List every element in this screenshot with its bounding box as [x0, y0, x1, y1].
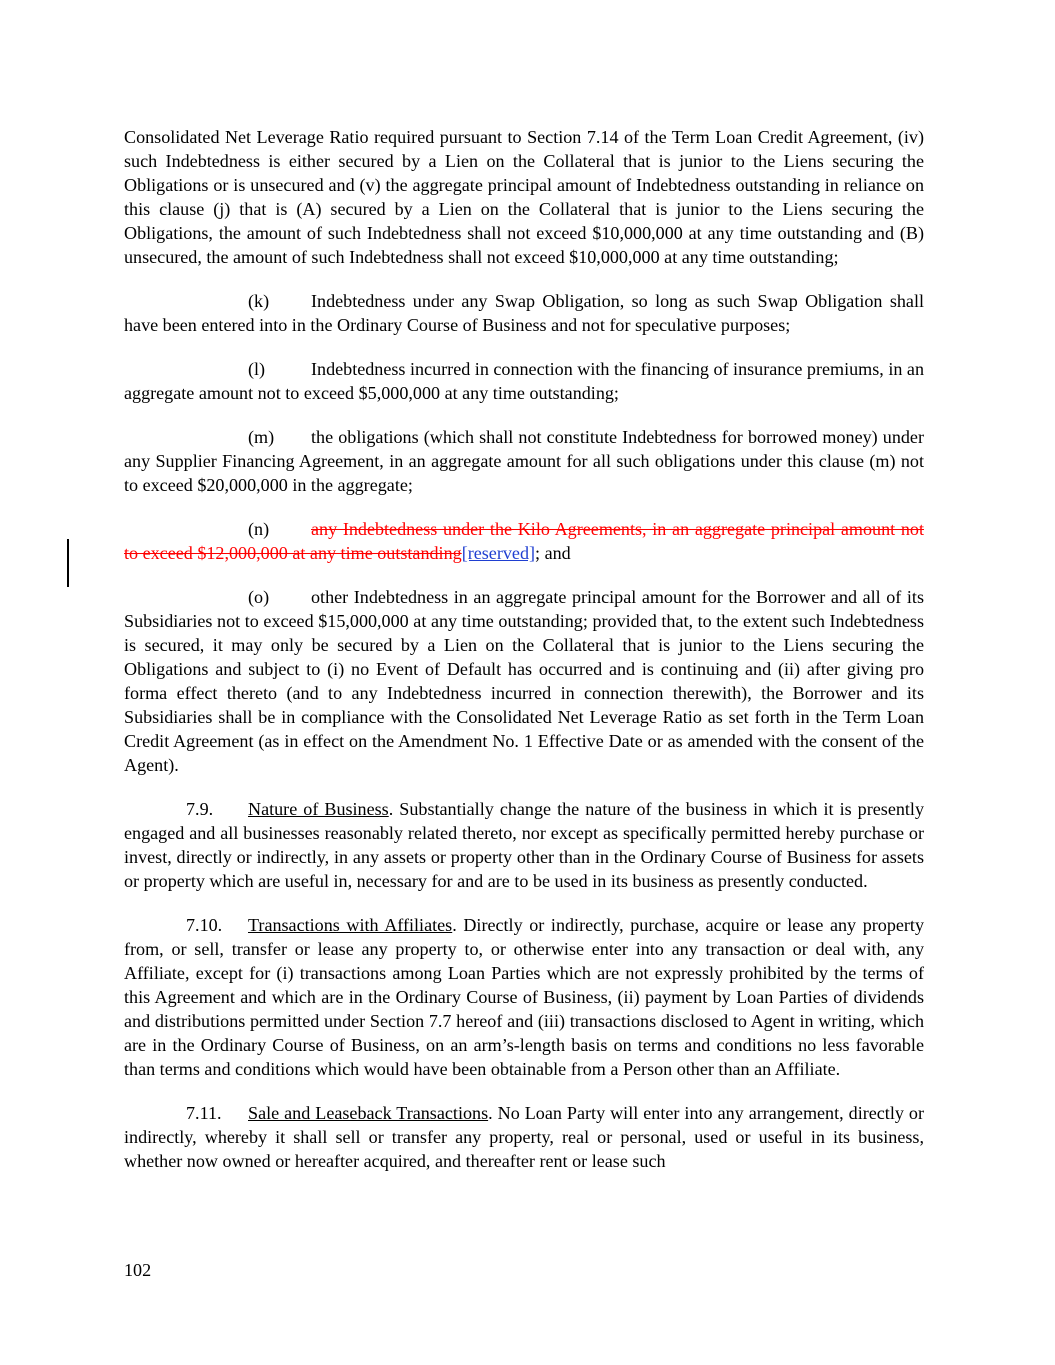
- clause-m-text: the obligations (which shall not constitute Indebtedness for borrowed money) under any Supplier Financing Agreement, in an aggregate amount for all such obligations under this clause (m) not to exceed $20,000,000 in the aggregate;: [124, 427, 924, 495]
- section-7-9-title: Nature of Business: [248, 799, 389, 819]
- clause-o-text: other Indebtedness in an aggregate principal amount for the Borrower and all of its Subsidiaries not to exceed $15,000,000 at any time outstanding; provided that, to the extent such Indebtedness is secured, it may only be secured by a Lien on the Collateral that is junior to the Liens securing the Obligations and subject to (i) no Event of Default has occurred and is continuing and (ii) after giving pro forma effect thereto (and to any Indebtedness incurred in connection therewith), the Borrower and its Subsidiaries shall be in compliance with the Consolidated Net Leverage Ratio as set forth in the Term Loan Credit Agreement (as in effect on the Amendment No. 1 Effective Date or as amended with the consent of the Agent).: [124, 587, 924, 775]
- clause-o-label: (o): [248, 587, 270, 607]
- clause-l-label: (l): [248, 359, 266, 379]
- clause-m-label: (m): [248, 427, 275, 447]
- clause-k: [124, 289, 924, 337]
- clause-m: [124, 425, 924, 497]
- clause-k-text: Indebtedness under any Swap Obligation, so long as such Swap Obligation shall have been entered into in the Ordinary Course of Business and not for speculative purposes;: [124, 291, 924, 335]
- document-body: [124, 125, 924, 1193]
- clause-l: [124, 357, 924, 405]
- clause-l-text: Indebtedness incurred in connection with the financing of insurance premiums, in an aggregate amount not to exceed $5,000,000 at any time outstanding;: [124, 359, 924, 403]
- section-7-10: [124, 913, 924, 1081]
- section-7-10-text: . Directly or indirectly, purchase, acquire or lease any property from, or sell, transfer or lease any property to, or otherwise enter into any transaction or deal with, any Affiliate, except for (i) transactions among Loan Parties which are not expressly prohibited by the terms of this Agreement and which are in the Ordinary Course of Business, (ii) payment by Loan Parties of dividends and distributions permitted under Section 7.7 hereof and (iii) transactions disclosed to Agent in writing, which are in the Ordinary Course of Business, on an arm’s-length basis on terms and conditions no less favorable than terms and conditions which would have been obtainable from a Person other than an Affiliate.: [124, 915, 924, 1079]
- section-7-9-text: . Substantially change the nature of the business in which it is presently engaged and all businesses reasonably related thereto, nor except as specifically permitted hereby purchase or invest, directly or indirectly, in any assets or property other than in the Ordinary Course of Business for assets or property which are useful in, necessary for and are to be used in its business as presently conducted.: [124, 799, 924, 891]
- clause-n: [124, 517, 924, 565]
- clause-n-deleted-text: any Indebtedness under the Kilo Agreements, in an aggregate principal amount not to exceed $12,000,000 at any time outstanding: [124, 519, 924, 563]
- clause-n-inserted-text: [reserved]: [461, 543, 536, 563]
- section-7-10-number: 7.10.: [186, 915, 223, 935]
- clause-k-label: (k): [248, 291, 270, 311]
- clause-n-label: (n): [248, 519, 270, 539]
- clause-n-tail: ; and: [535, 543, 571, 563]
- section-7-11-title: Sale and Leaseback Transactions: [248, 1103, 489, 1123]
- section-7-10-title: Transactions with Affiliates: [248, 915, 453, 935]
- continuation-paragraph: Consolidated Net Leverage Ratio required pursuant to Section 7.14 of the Term Loan Credit Agreement, (iv) such Indebtedness is either secured by a Lien on the Collateral that is junior to the Liens securing the Obligations or is unsecured and (v) the aggregate principal amount of Indebtedness outstanding in reliance on this clause (j) that is (A) secured by a Lien on the Collateral that is junior to the Liens securing the Obligations, the amount of such Indebtedness shall not exceed $10,000,000 at any time outstanding and (B) unsecured, the amount of such Indebtedness shall not exceed $10,000,000 at any time outstanding;: [124, 127, 924, 267]
- section-7-11-text: . No Loan Party will enter into any arrangement, directly or indirectly, whereby it shall sell or transfer any property, real or personal, used or useful in its business, whether now owned or hereafter acquired, and thereafter rent or lease such: [124, 1103, 924, 1171]
- section-7-11-number: 7.11.: [186, 1103, 222, 1123]
- section-7-9: [124, 797, 924, 893]
- page-number: 102: [124, 1260, 152, 1280]
- section-7-11: [124, 1101, 924, 1173]
- clause-o: [124, 585, 924, 777]
- revision-change-bar: [67, 539, 69, 587]
- section-7-9-number: 7.9.: [186, 799, 214, 819]
